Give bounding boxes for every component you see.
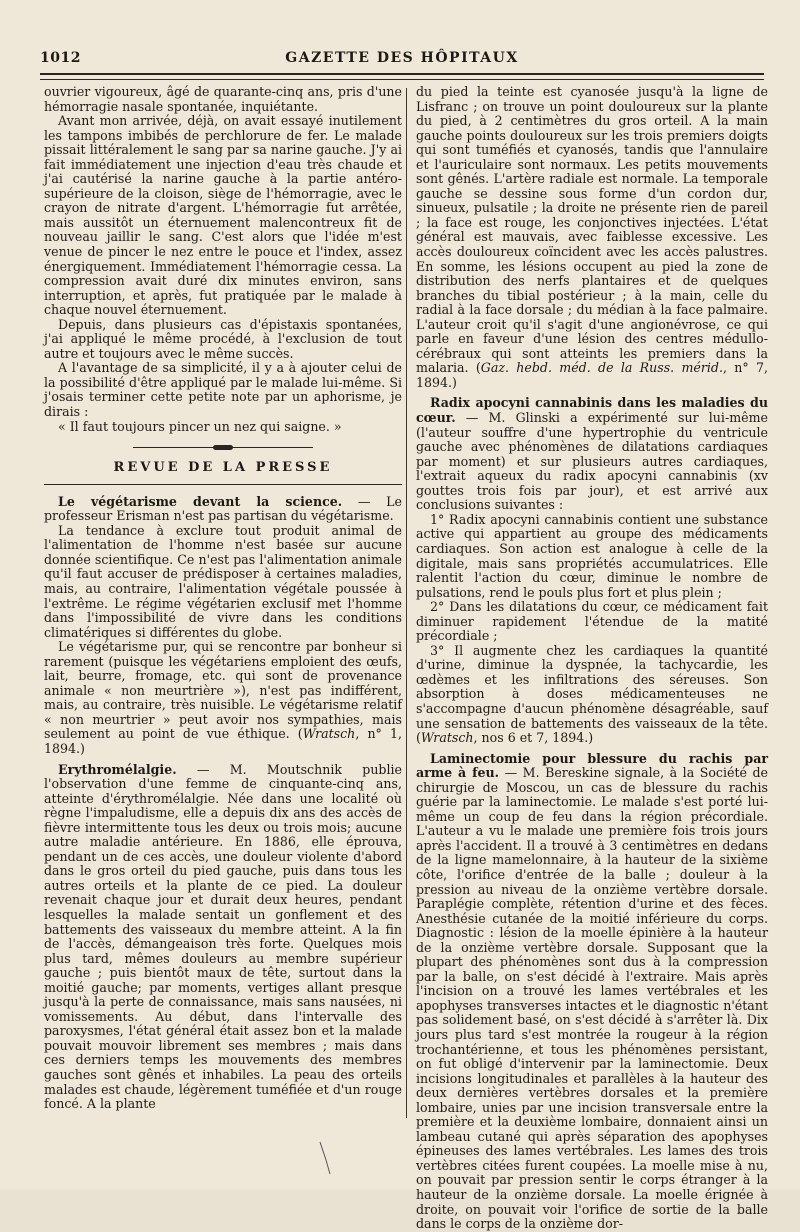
ornament-separator — [133, 444, 313, 451]
conclusion-item: 1° Radix apocyni cannabinis contient une substance active qui appartient au groupe des médicaments cardiaques. Son action est analogue à celle de la digitale, mais sans propriétés accumulatrices. Elle ralentit l'action du cœur, diminue le nombre de pulsations, rend le pouls plus fort et plus plein ; — [416, 511, 768, 600]
article-laminectomie — [416, 752, 768, 1232]
left-column — [44, 85, 402, 1112]
page-number: 1012 — [40, 50, 81, 66]
header-rule — [40, 73, 764, 80]
journal-title: GAZETTE DES HÔPITAUX — [285, 50, 519, 66]
paragraph: La tendance à exclure tout produit animal de l'alimentation de l'homme n'est basée sur aucune donnée scientifique. Ce n'est pas l'alimentation animale qu'il faut accuser de prédisposer à certaines maladies, mais, au contraire, l'alimentation végétale poussée à l'extrême. Le régime végétarien exclusif met l'homme dans l'impossibilité de vivre dans les conditions climatériques si différentes du globe. — [44, 522, 402, 640]
article-text: — M. Moutschnik publie l'observation d'une femme de cinquante-cinq ans, atteinte d'érythromélalgie. Née dans une localité où règne l'impaludisme, elle a depuis dix ans des accès de fièvre intermittente tous les deux ou trois mois; aucune autre maladie antérieure. En 1886, elle éprouva, pendant un de ces accès, une douleur violente d'abord dans le gros orteil du pied gauche, puis dans tous les autres orteils et la plante de ce pied. La douleur revenait chaque jour et durait deux heures, pendant lesquelles la malade sentait un gonflement et des battements des vaisseaux du membre atteint. A la fin de l'accès, démangeaison très forte. Quelques mois plus tard, mêmes douleurs au membre supérieur gauche ; puis bientôt maux de tête, surtout dans la moitié gauche; par moments, vertiges allant presque jusqu'à la perte de connaissance, mais sans nausées, ni vomissements. Au début, dans l'intervalle des paroxysmes, l'état général était assez bon et la malade pouvait mouvoir librement ses membres ; mais dans ces derniers temps les mouvements des membres gauches sont gênés et inhabiles. La peau des orteils malades est chaude, légèrement tuméfiée et d'un rouge foncé. A la plante — [44, 761, 402, 1112]
article-heading: Laminectomie pour blessure du rachis par arme à feu. — [416, 750, 768, 781]
article-text: — M. Glinski a expérimenté sur lui-même (l'auteur souffre d'une hypertrophie du ventricule gauche avec phénomènes de dilatations cardiaques par moment) et sur plusieurs autres cardiaques, l'extrait aqueux du radix apocyni cannabinis (xv gouttes trois fois par jour), et est arrivé aux conclusions suivantes : — [416, 410, 768, 513]
paragraph: A l'avantage de sa simplicité, il y a à ajouter celui de la possibilité d'être appliqué par le malade lui-même. Si j'osais terminer cette petite note par un aphorisme, je dirais : — [44, 360, 402, 420]
column-divider — [406, 88, 407, 1118]
ref-open: ( — [416, 730, 421, 746]
paragraph: ouvrier vigoureux, âgé de quarante-cinq ans, pris d'une hémorragie nasale spontanée, inquiétante. — [44, 84, 402, 114]
reference-source: Gaz. hebd. méd. de la Russ. mérid. — [480, 360, 723, 376]
article-vegetarisme — [44, 495, 402, 524]
section-rule — [44, 484, 402, 485]
reference-source: Wratsch — [302, 726, 356, 742]
conclusion-item — [416, 644, 768, 746]
article-erythromelalgie — [44, 763, 402, 1112]
ref-open: ( — [289, 726, 303, 742]
article-heading: Le végétarisme devant la science. — [58, 493, 343, 509]
page-header — [40, 50, 764, 72]
article-heading: Radix apocyni cannabinis dans les maladies du cœur. — [416, 395, 768, 426]
article-text: — M. Bereskine signale, à la Société de chirurgie de Moscou, un cas de blessure du rachis guérie par la laminectomie. Le malade s'est porté lui-même un coup de feu dans la région précordiale. L'auteur a vu le malade une première fois trois jours après l'accident. Il a trouvé à 3 centimètres en dedans de la ligne mamelonnaire, à la hauteur de la sixième côte, l'orifice d'entrée de la balle ; douleur à la pression au niveau de la onzième vertèbre dorsale. Paraplégie complète, rétention d'urine et des fèces. Anesthésie cutanée de la moitié inférieure du corps. Diagnostic : lésion de la moelle épinière à la hauteur de la onzième vertèbre dorsale. Supposant que la plupart des phénomènes sont dus à la compression par la balle, on s'est décidé à l'extraire. Mais après l'incision on a trouvé les lames vertébrales et les apophyses transverses intactes et le diagnostic n'étant pas solidement basé, on s'est décidé à s'arrêter là. Dix jours plus tard s'est montrée la rougeur à la région trochantérienne, et tous les phénomènes persistant, on fut obligé d'intervenir par la laminectomie. Deux incisions longitudinales et parallèles à la hauteur des deux dernières vertèbres dorsales et la première lombaire, unies par une incision transversale entre la première et la deuxième lombaire, donnaient ainsi un lambeau cutané qui après séparation des apophyses épineuses des lames vertébrales. Les lames des trois vertèbres citées furent coupées. La moelle mise à nu, on pouvait par pression sentir le corps étranger à la hauteur de la onzième dorsale. La moelle érignée à droite, on pouvait voir l'orifice de sortie de la balle dans le corps de la onzième dor- — [416, 765, 768, 1232]
paragraph: Avant mon arrivée, déjà, on avait essayé inutilement les tampons imbibés de perchlorure de fer. Le malade pissait littéralement le sang par sa narine gauche. J'y ai fait immédiatement une injection d'eau très chaude et j'ai cautérisé la narine gauche à la partie antéro-supérieure de la cloison, siège de l'hémorragie, avec le crayon de nitrate d'argent. L'hémorragie fut arrêtée, mais aussitôt un éternuement malencontreux fit de nouveau jaillir le sang. C'est alors que l'idée m'est venue de pincer le nez entre le pouce et l'index, assez énergiquement. Immédiatement l'hémorragie cessa. La compression avait duré dix minutes environ, sans interruption, et après, fut pratiquée par le malade à chaque nouvel éternuement. — [44, 113, 402, 318]
reference-tail: , nos 6 et 7, 1894.) — [473, 730, 594, 746]
section-title: REVUE DE LA PRESSE — [113, 460, 333, 476]
conclusion-item: 2° Dans les dilatations du cœur, ce médicament fait diminuer rapidement l'étendue de la matité précordiale ; — [416, 599, 768, 644]
aphorism: « Il faut toujours pincer un nez qui saigne. » — [58, 418, 342, 434]
ref-open: ( — [468, 360, 481, 376]
right-column — [416, 85, 768, 1232]
paragraph: Depuis, dans plusieurs cas d'épistaxis spontanées, j'ai appliqué le même procédé, à l'exclusion de tout autre et toujours avec le même succès. — [44, 316, 402, 361]
article-text: — Le professeur Erisman n'est pas partisan du végétarisme. — [44, 493, 402, 524]
reference-tail: , n° 7, 1894.) — [416, 360, 769, 390]
pencil-mark — [318, 1140, 332, 1176]
paragraph — [44, 640, 402, 756]
article-radix-apocyni — [416, 396, 768, 512]
reference-tail: , n° 1, 1894.) — [44, 726, 402, 756]
reference-source: Wratsch — [420, 730, 474, 746]
article-text: du pied la teinte est cyanosée jusqu'à la ligne de Lisfranc ; on trouve un point douloureux sur la plante du pied, à 2 centimètres du gros orteil. A la main gauche points douloureux sur les trois premiers doigts qui sont tuméfiés et cyanosés, tandis que l'annulaire et l'auriculaire sont normaux. Les petits mouvements sont gênés. L'artère radiale est normale. La temporale gauche se dessine sous forme d'un cordon dur, sinueux, pulsatile ; la droite ne présente rien de pareil ; la face est rouge, les conjonctives injectées. L'état général est mauvais, avec faiblesse excessive. Les accès douloureux coïncident avec les accès palustres. En somme, les lésions occupent au pied la zone de distribution des nerfs plantaires et de quelques branches du tibial postérieur ; à la main, celle du radial à la face dorsale ; du médian à la face palmaire. L'auteur croit qu'il s'agit d'une angionévrose, ce qui parle en faveur d'une lésion des centres médullo-cérébraux qui sont atteints les premiers dans la malaria. — [416, 84, 768, 376]
article-text: 3° Il augmente chez les cardiaques la quantité d'urine, diminue la dyspnée, la tachycardie, les œdèmes et les infiltrations des séreuses. Son absorption à doses médicamenteuses ne s'accompagne d'aucun phénomène désagréable, sauf une sensation de battements des vaisseaux de la tête. — [416, 642, 768, 731]
paragraph — [416, 85, 768, 390]
article-text: Le végétarisme pur, qui se rencontre par bonheur si rarement (puisque les végétariens emploient des œufs, lait, beurre, fromage, etc. qui sont de provenance animale « non meurtrière »), n'est pas indifférent, mais, au contraire, très nuisible. Le végétarisme relatif « non meurtrier » peut avoir nos sympathies, mais seulement au point de vue éthique. — [44, 639, 402, 742]
article-heading: Erythromélalgie. — [58, 761, 177, 777]
